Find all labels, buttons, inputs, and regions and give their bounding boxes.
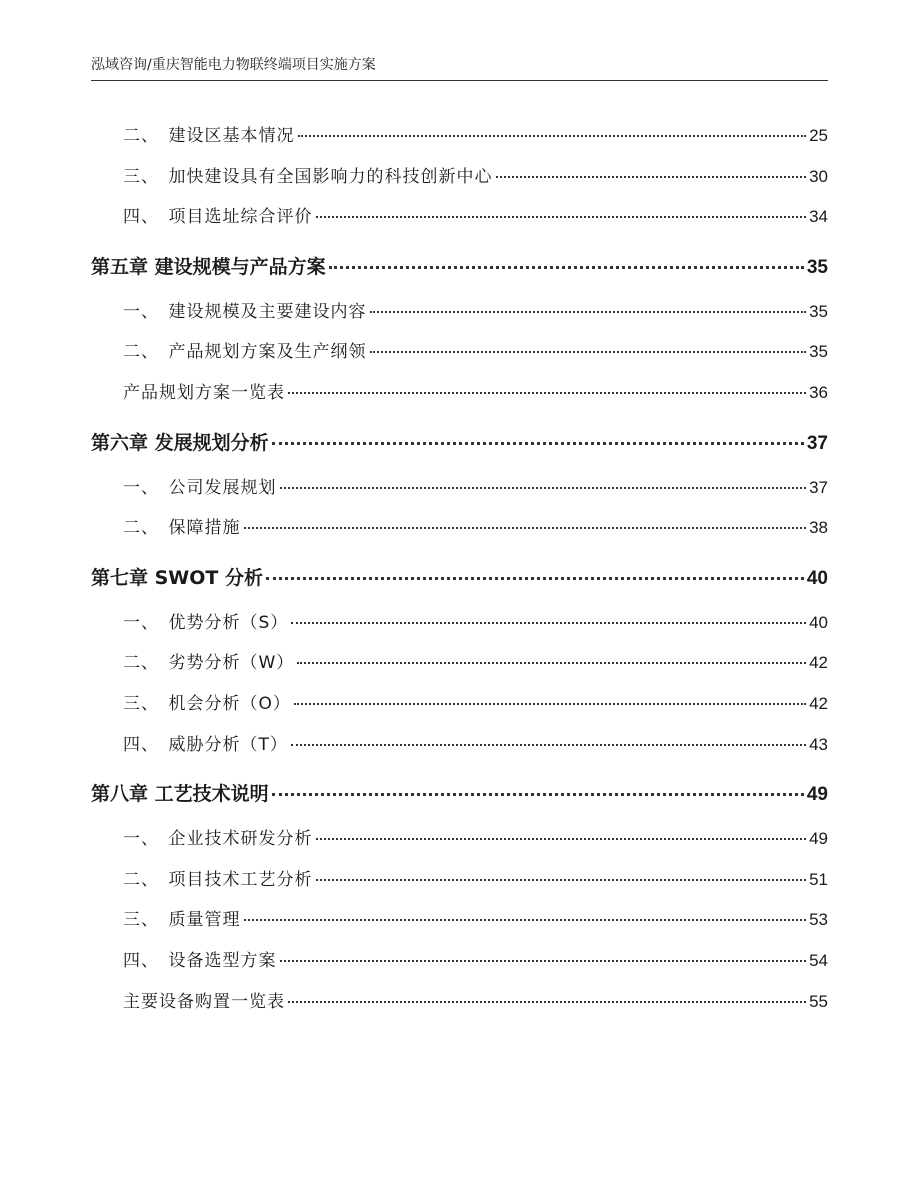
toc-entry[interactable] — [91, 157, 828, 198]
toc-entry-label: 二、 建设区基本情况 — [123, 126, 295, 146]
toc-entry-page: 36 — [809, 382, 828, 402]
toc-entry[interactable] — [91, 197, 828, 238]
toc-entry-label: 四、 威胁分析（T） — [123, 734, 288, 755]
dot-leader — [244, 527, 807, 529]
dot-leader — [288, 392, 806, 394]
dot-leader — [280, 487, 807, 489]
toc-entry[interactable] — [91, 508, 828, 549]
toc-entry[interactable] — [91, 860, 828, 901]
toc-entry[interactable] — [91, 684, 828, 725]
dot-leader — [244, 919, 807, 921]
toc-entry[interactable] — [91, 468, 828, 509]
toc-chapter[interactable] — [91, 242, 828, 292]
running-header: 泓域咨询/重庆智能电力物联终端项目实施方案 — [91, 57, 376, 73]
toc-entry-label: 四、 项目选址综合评价 — [123, 207, 313, 228]
toc-chapter[interactable] — [91, 553, 828, 603]
toc-entry[interactable] — [91, 900, 828, 941]
toc-entry-label: 一、 建设规模及主要建设内容 — [123, 301, 367, 322]
toc-entry-page: 43 — [809, 734, 828, 754]
toc-entry-page: 30 — [809, 166, 828, 186]
toc-chapter-page: 35 — [806, 256, 828, 278]
toc-chapter-page: 49 — [806, 784, 828, 806]
toc-chapter[interactable] — [91, 769, 828, 819]
toc-entry-label: 一、 公司发展规划 — [123, 477, 277, 498]
toc-entry[interactable] — [91, 292, 828, 333]
toc-chapter-page: 37 — [806, 432, 828, 454]
toc-chapter-label: 第八章 工艺技术说明 — [91, 783, 269, 806]
toc-entry[interactable] — [91, 373, 828, 414]
toc-entry-page: 54 — [809, 950, 828, 970]
dot-leader — [288, 1001, 806, 1003]
dot-leader — [370, 311, 807, 313]
toc-entry-page: 42 — [809, 693, 828, 713]
dot-leader — [291, 622, 806, 624]
toc-entry-page: 49 — [809, 829, 828, 849]
dot-leader — [297, 662, 806, 664]
toc-chapter-label: 第六章 发展规划分析 — [91, 431, 269, 454]
dot-leader — [370, 351, 807, 353]
toc-entry-page: 40 — [809, 612, 828, 632]
toc-entry[interactable] — [91, 819, 828, 860]
table-of-contents — [91, 116, 828, 1022]
toc-entry-label: 产品规划方案一览表 — [123, 382, 285, 403]
dot-leader — [280, 960, 807, 962]
toc-entry[interactable] — [91, 332, 828, 373]
toc-entry-page: 35 — [809, 301, 828, 321]
toc-entry-page: 37 — [809, 477, 828, 497]
toc-chapter-page: 40 — [806, 567, 828, 589]
dot-leader — [294, 703, 806, 705]
toc-entry-page: 34 — [809, 207, 828, 227]
toc-entry-label: 四、 设备选型方案 — [123, 950, 277, 971]
toc-entry-page: 55 — [809, 991, 828, 1011]
toc-entry[interactable] — [91, 725, 828, 766]
toc-entry-label: 主要设备购置一览表 — [123, 991, 285, 1012]
toc-entry[interactable] — [91, 982, 828, 1023]
toc-entry-label: 三、 机会分析（O） — [123, 693, 291, 714]
toc-chapter-label: 第五章 建设规模与产品方案 — [91, 255, 326, 278]
toc-entry-label: 二、 产品规划方案及生产纲领 — [123, 342, 367, 363]
toc-entry-label: 一、 企业技术研发分析 — [123, 829, 313, 850]
toc-chapter[interactable] — [91, 418, 828, 468]
toc-entry-page: 38 — [809, 518, 828, 538]
toc-entry-page: 42 — [809, 653, 828, 673]
toc-entry[interactable] — [91, 941, 828, 982]
dot-leader — [316, 838, 807, 840]
dot-leader — [291, 744, 806, 746]
toc-entry-label: 二、 劣势分析（W） — [123, 653, 295, 674]
toc-entry-label: 三、 质量管理 — [123, 910, 241, 931]
toc-entry-label: 二、 保障措施 — [123, 518, 241, 539]
toc-entry-page: 53 — [809, 910, 828, 930]
dot-leader — [496, 176, 807, 178]
toc-entry-page: 25 — [809, 126, 828, 145]
dot-leader — [298, 135, 807, 137]
toc-entry[interactable] — [91, 116, 828, 157]
header-rule — [91, 80, 828, 81]
toc-entry[interactable] — [91, 603, 828, 644]
toc-entry-label: 一、 优势分析（S） — [123, 612, 289, 633]
dot-leader — [316, 879, 807, 881]
toc-chapter-label: 第七章 SWOT 分析 — [91, 566, 263, 589]
dot-leader — [316, 216, 807, 218]
toc-entry-label: 三、 加快建设具有全国影响力的科技创新中心 — [123, 166, 493, 187]
dot-leader — [329, 266, 804, 269]
toc-entry-page: 35 — [809, 342, 828, 362]
toc-entry-label: 二、 项目技术工艺分析 — [123, 869, 313, 890]
toc-entry[interactable] — [91, 643, 828, 684]
toc-entry-page: 51 — [809, 869, 828, 889]
dot-leader — [272, 793, 804, 796]
dot-leader — [272, 442, 804, 445]
dot-leader — [266, 577, 804, 580]
